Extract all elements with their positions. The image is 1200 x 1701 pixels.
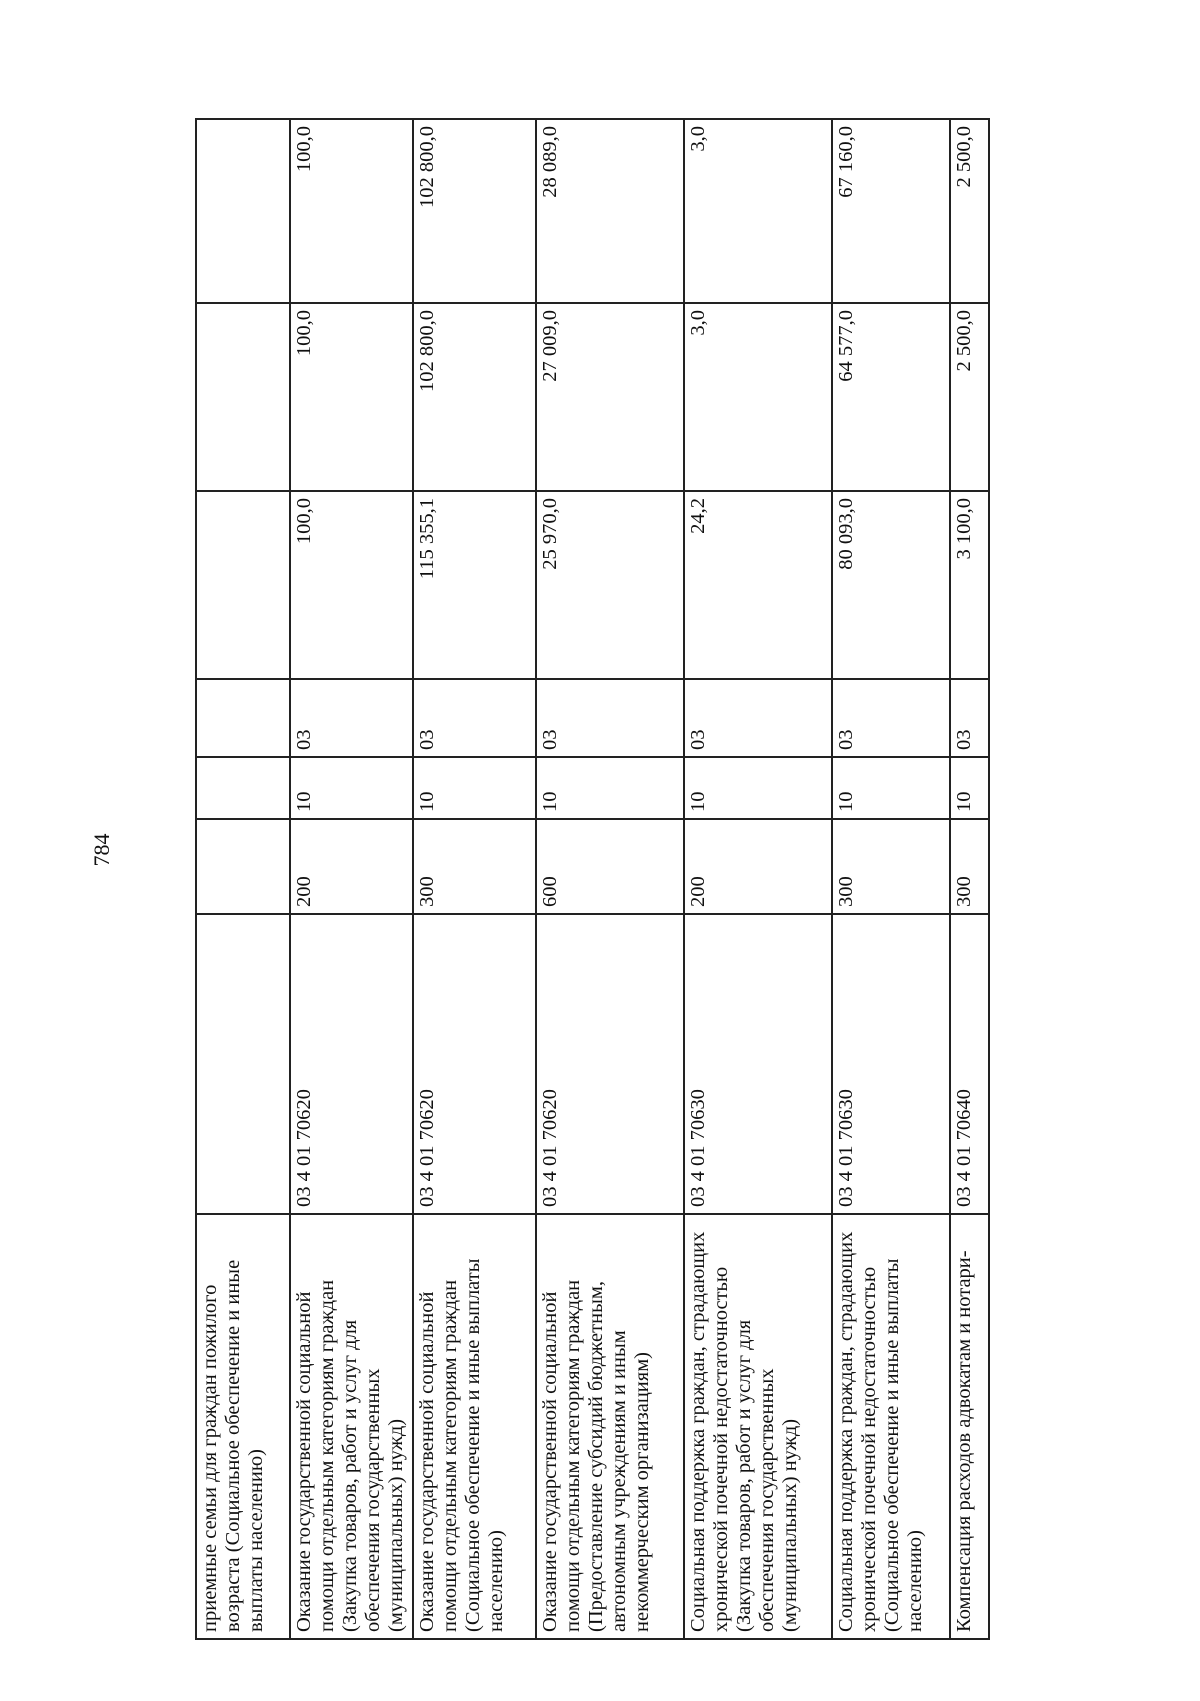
expense-type-cell: 600 <box>536 819 684 914</box>
description-cell: Социальная поддержка граждан, страдающих хронической почечной недостаточностью (Закупка товаров, работ и услуг для обеспечения государственных (муниципальных) нужд) <box>684 1214 832 1639</box>
subsection-cell: 03 <box>950 679 989 757</box>
description-cell: Оказание государственной социальной помощи отдельным категориям граждан (Предоставление субсидий бюджетным, автономным учреждениям и иным некоммерческим организациям) <box>536 1214 684 1639</box>
section-cell <box>196 757 290 819</box>
amount-year1-cell: 100,0 <box>290 491 413 679</box>
table-row <box>950 119 989 1639</box>
table-row <box>290 119 413 1639</box>
expense-type-cell: 300 <box>950 819 989 914</box>
section-cell: 10 <box>832 757 950 819</box>
table-row <box>413 119 536 1639</box>
subsection-cell: 03 <box>684 679 832 757</box>
description-cell: приемные семьи для граждан пожилого возраста (Социальное обеспечение и иные выплаты населению) <box>196 1214 290 1639</box>
target-code-cell: 03 4 01 70620 <box>290 914 413 1214</box>
table-row <box>832 119 950 1639</box>
amount-year1-cell <box>196 491 290 679</box>
amount-year3-cell: 100,0 <box>290 119 413 303</box>
amount-year1-cell: 3 100,0 <box>950 491 989 679</box>
target-code-cell: 03 4 01 70620 <box>413 914 536 1214</box>
amount-year2-cell: 3,0 <box>684 303 832 491</box>
table-row <box>196 119 290 1639</box>
amount-year2-cell: 64 577,0 <box>832 303 950 491</box>
subsection-cell: 03 <box>536 679 684 757</box>
expense-type-cell: 300 <box>832 819 950 914</box>
amount-year3-cell <box>196 119 290 303</box>
page-number: 784 <box>89 833 114 867</box>
table-row <box>536 119 684 1639</box>
amount-year2-cell: 100,0 <box>290 303 413 491</box>
target-code-cell: 03 4 01 70630 <box>832 914 950 1214</box>
expense-type-cell: 200 <box>684 819 832 914</box>
section-cell: 10 <box>413 757 536 819</box>
section-cell: 10 <box>290 757 413 819</box>
amount-year3-cell: 102 800,0 <box>413 119 536 303</box>
amount-year3-cell: 2 500,0 <box>950 119 989 303</box>
amount-year3-cell: 67 160,0 <box>832 119 950 303</box>
amount-year1-cell: 24,2 <box>684 491 832 679</box>
amount-year2-cell: 2 500,0 <box>950 303 989 491</box>
amount-year3-cell: 3,0 <box>684 119 832 303</box>
description-cell: Оказание государственной социальной помощи отдельным категориям граждан (Социальное обеспечение и иные выплаты населению) <box>413 1214 536 1639</box>
amount-year2-cell: 27 009,0 <box>536 303 684 491</box>
budget-table-rotated <box>195 120 1100 1640</box>
section-cell: 10 <box>950 757 989 819</box>
expense-type-cell <box>196 819 290 914</box>
description-cell: Компенсация расходов адвокатам и нотари- <box>950 1214 989 1639</box>
subsection-cell: 03 <box>832 679 950 757</box>
budget-table <box>195 118 990 1640</box>
subsection-cell: 03 <box>290 679 413 757</box>
description-cell: Социальная поддержка граждан, страдающих хронической почечной недостаточностью (Социальное обеспечение и иные выплаты населению) <box>832 1214 950 1639</box>
table-row <box>684 119 832 1639</box>
target-code-cell: 03 4 01 70640 <box>950 914 989 1214</box>
target-code-cell <box>196 914 290 1214</box>
section-cell: 10 <box>684 757 832 819</box>
section-cell: 10 <box>536 757 684 819</box>
subsection-cell: 03 <box>413 679 536 757</box>
expense-type-cell: 300 <box>413 819 536 914</box>
amount-year1-cell: 25 970,0 <box>536 491 684 679</box>
description-cell: Оказание государственной социальной помощи отдельным категориям граждан (Закупка товаров, работ и услуг для обеспечения государственных (муниципальных) нужд) <box>290 1214 413 1639</box>
amount-year2-cell <box>196 303 290 491</box>
amount-year3-cell: 28 089,0 <box>536 119 684 303</box>
expense-type-cell: 200 <box>290 819 413 914</box>
amount-year1-cell: 115 355,1 <box>413 491 536 679</box>
target-code-cell: 03 4 01 70620 <box>536 914 684 1214</box>
amount-year2-cell: 102 800,0 <box>413 303 536 491</box>
target-code-cell: 03 4 01 70630 <box>684 914 832 1214</box>
amount-year1-cell: 80 093,0 <box>832 491 950 679</box>
subsection-cell <box>196 679 290 757</box>
